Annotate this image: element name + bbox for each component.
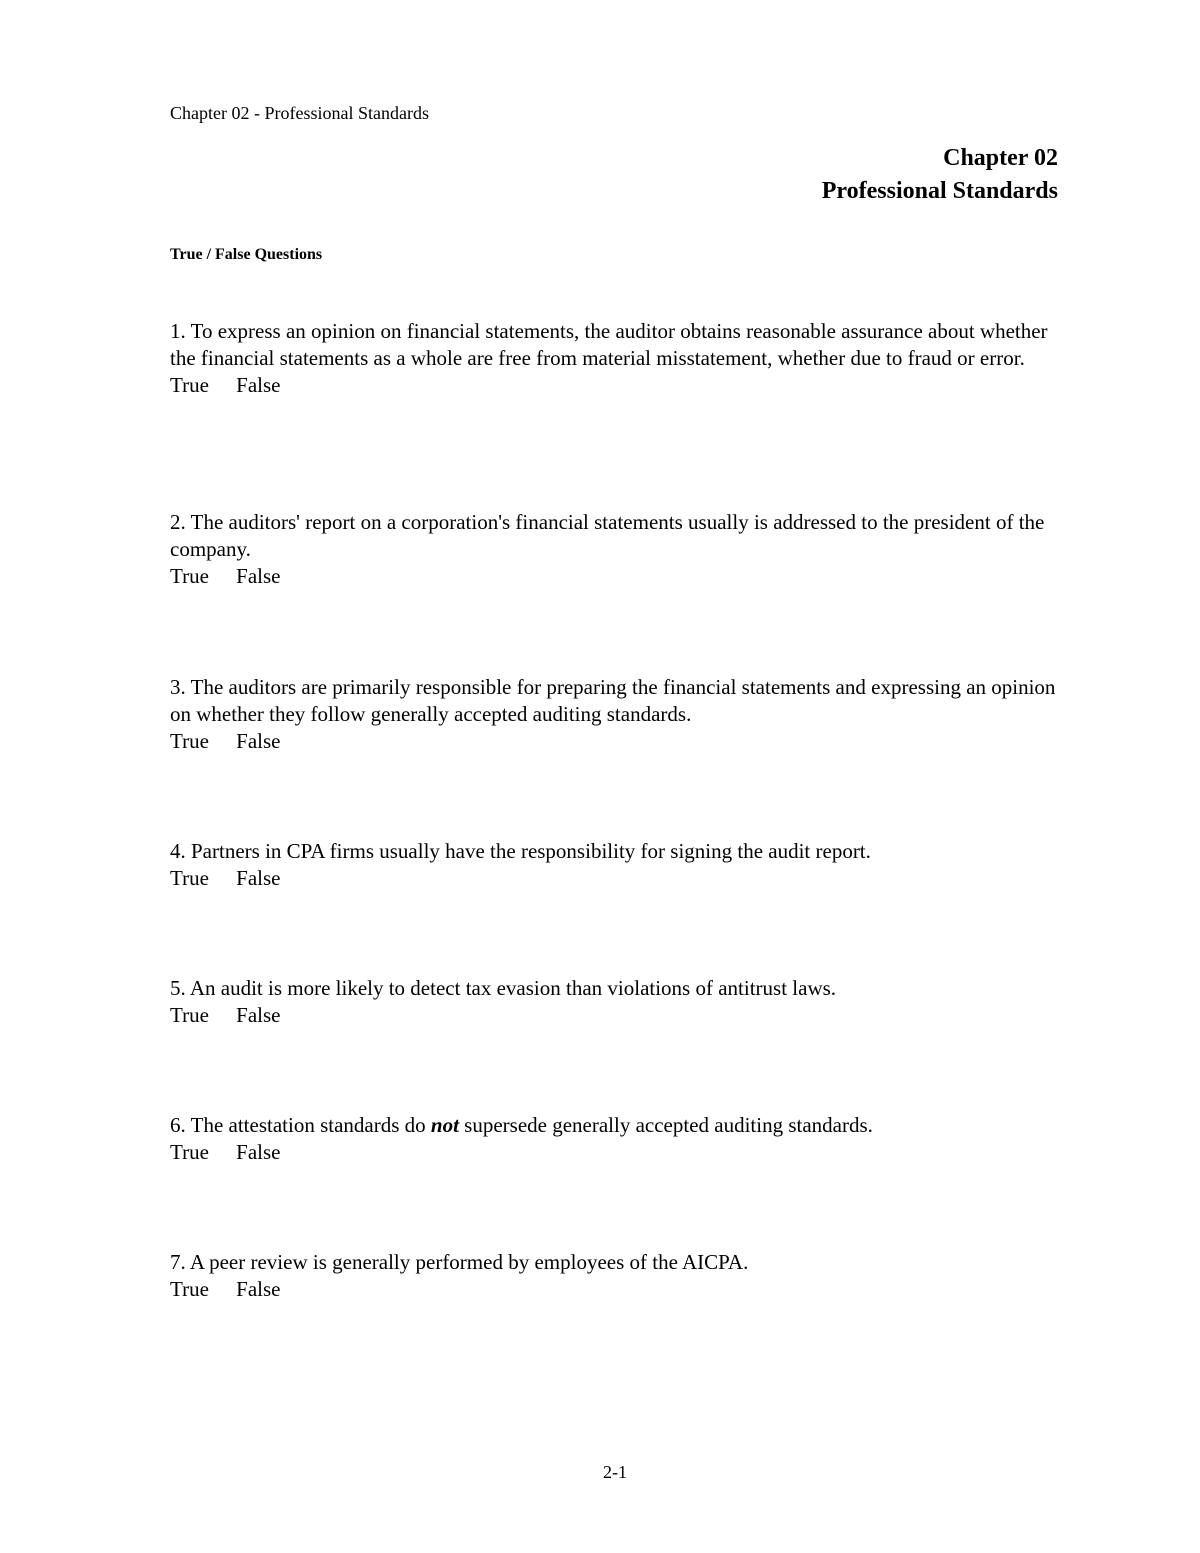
running-header: Chapter 02 - Professional Standards bbox=[170, 103, 429, 123]
question-text bbox=[170, 1112, 1070, 1139]
answer-choices bbox=[170, 1002, 1070, 1029]
question-text: 2. The auditors' report on a corporation's financial statements usually is addressed to the president of the company. bbox=[170, 510, 1045, 561]
true-option[interactable]: True bbox=[170, 1003, 209, 1027]
answer-choices bbox=[170, 865, 1070, 892]
false-option[interactable]: False bbox=[236, 373, 281, 397]
question-6 bbox=[170, 1112, 1070, 1166]
emphasis-not: not bbox=[430, 1113, 459, 1137]
question-text-end: supersede generally accepted auditing standards. bbox=[458, 1113, 873, 1137]
false-option[interactable]: False bbox=[236, 1277, 281, 1301]
false-option[interactable]: False bbox=[236, 1140, 281, 1164]
true-option[interactable]: True bbox=[170, 866, 209, 890]
question-text: 5. An audit is more likely to detect tax evasion than violations of antitrust laws. bbox=[170, 976, 837, 1000]
section-heading: True / False Questions bbox=[170, 246, 323, 263]
question-text: 7. A peer review is generally performed by employees of the AICPA. bbox=[170, 1250, 749, 1274]
false-option[interactable]: False bbox=[236, 564, 281, 588]
question-text-start: 6. The attestation standards do bbox=[170, 1113, 431, 1137]
answer-choices bbox=[170, 1276, 1070, 1303]
chapter-title bbox=[822, 142, 1058, 208]
page-number: 2-1 bbox=[603, 1462, 627, 1482]
question-text: 4. Partners in CPA firms usually have the responsibility for signing the audit report. bbox=[170, 839, 871, 863]
answer-choices bbox=[170, 728, 1070, 755]
question-2 bbox=[170, 509, 1070, 590]
question-text: 3. The auditors are primarily responsible for preparing the financial statements and expressing an opinion on whether they follow generally accepted auditing standards. bbox=[170, 675, 1056, 726]
false-option[interactable]: False bbox=[236, 1003, 281, 1027]
question-4 bbox=[170, 838, 1070, 892]
chapter-name: Professional Standards bbox=[821, 178, 1058, 204]
true-option[interactable]: True bbox=[170, 564, 209, 588]
question-text: 1. To express an opinion on financial statements, the auditor obtains reasonable assurance about whether the financial statements as a whole are free from material misstatement, whether due to fraud or error. bbox=[170, 319, 1048, 370]
answer-choices bbox=[170, 563, 1070, 590]
true-option[interactable]: True bbox=[170, 373, 209, 397]
question-7 bbox=[170, 1249, 1070, 1303]
true-option[interactable]: True bbox=[170, 1277, 209, 1301]
question-3 bbox=[170, 674, 1070, 755]
false-option[interactable]: False bbox=[236, 729, 281, 753]
question-5 bbox=[170, 975, 1070, 1029]
chapter-number: Chapter 02 bbox=[943, 145, 1058, 171]
false-option[interactable]: False bbox=[236, 866, 281, 890]
true-option[interactable]: True bbox=[170, 729, 209, 753]
answer-choices bbox=[170, 1139, 1070, 1166]
answer-choices bbox=[170, 372, 1070, 399]
question-1 bbox=[170, 318, 1070, 399]
true-option[interactable]: True bbox=[170, 1140, 209, 1164]
